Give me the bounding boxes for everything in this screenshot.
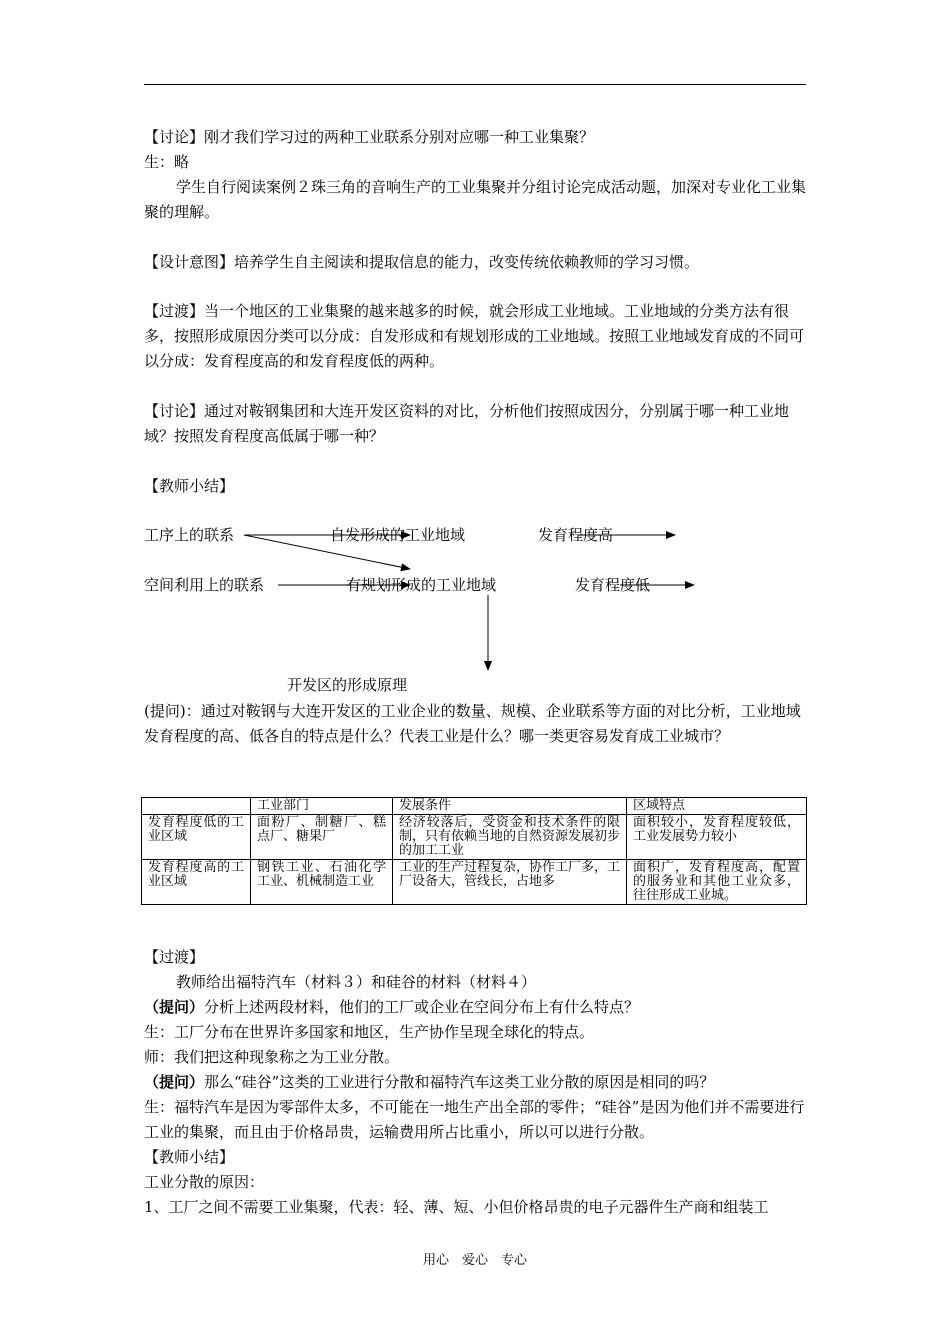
high-development-label: 发育程度高: [538, 526, 614, 544]
case-reading-paragraph: 学生自行阅读案例２珠三角的音响生产的工业集聚并分组讨论完成活动题，加深对专业化工业集聚的理解。: [144, 178, 807, 221]
table-cell: 工业的生产过程复杂，协作工厂多，工厂设备大，管线长，占地多: [393, 860, 627, 905]
teacher-summary-heading-1: 【教师小结】: [144, 477, 235, 495]
question-paragraph-1: (提问)：通过对鞍钢与大连开发区的工业企业的数量、规模、企业联系等方面的对比分析，工业地域发育程度的高、低各自的特点是什么？代表工业是什么？哪一类更容易发育成工业城市？: [144, 702, 801, 745]
table-header-cell: 区域特点: [627, 798, 807, 815]
process-link-label: 工序上的联系: [144, 526, 235, 544]
table-cell: 经济较落后，受资金和技术条件的限制，只有依赖当地的自然资源发展初步的加工工业: [393, 815, 627, 860]
table-row: [142, 815, 807, 860]
spontaneous-region-label: 自发形成的工业地域: [330, 526, 466, 544]
table-cell: 钢铁工业、石油化学工业、机械制造工业: [251, 860, 393, 905]
student-answer-3: 生：福特汽车是因为零部件太多，不可能在一地生产出全部的零件；“硅谷”是因为他们并不需要进行工业的集聚，而且由于价格昂贵，运输费用所占比重小，所以可以进行分散。: [144, 1098, 805, 1141]
table-cell: 面积较小，发育程度较低，工业发展势力较小: [627, 815, 807, 860]
teacher-materials-line: 教师给出福特汽车（材料３）和硅谷的材料（材料４）: [176, 973, 537, 991]
table-header-row: [142, 798, 807, 815]
question-label: （提问）: [144, 998, 205, 1016]
table-cell: 发育程度高的工业区域: [142, 860, 251, 905]
discussion-question-2: 【讨论】通过对鞍钢集团和大连开发区资料的对比，分析他们按照成因分，分别属于哪一种工业地域？按照发育程度高低属于哪一种？: [144, 402, 790, 445]
design-intent-paragraph: 【设计意图】培养学生自主阅读和提取信息的能力，改变传统依赖教师的学习习惯。: [144, 253, 700, 271]
comparison-table: [141, 797, 807, 905]
table-cell: 发育程度低的工业区域: [142, 815, 251, 860]
dispersion-reason-1: 1、工厂之间不需要工业集聚，代表：轻、薄、短、小但价格昂贵的电子元器件生产商和组装工: [144, 1198, 769, 1216]
low-development-label: 发育程度低: [575, 576, 651, 594]
table-row: [142, 860, 807, 905]
planned-region-label: 有规划形成的工业地域: [346, 576, 497, 594]
teacher-summary-heading-2: 【教师小结】: [144, 1148, 235, 1166]
student-answer-1: 生：略: [144, 153, 190, 171]
dispersion-reasons-title: 工业分散的原因：: [144, 1173, 265, 1191]
table-cell: 面粉厂、制糖厂、糕点厂、糖果厂: [251, 815, 393, 860]
table-cell: 面积广，发育程度高，配置的服务业和其他工业众多，往往形成工业城。: [627, 860, 807, 905]
discussion-question-1: 【讨论】刚才我们学习过的两种工业联系分别对应哪一种工业集聚？: [144, 128, 595, 146]
arrow-process-to-planned: [244, 535, 410, 569]
table-header-cell: [142, 798, 251, 815]
table-header-cell: 工业部门: [251, 798, 393, 815]
transition-paragraph-1: 【过渡】当一个地区的工业集聚的越来越多的时候，就会形成工业地域。工业地域的分类方法有很多，按照形成原因分类可以分成：自发形成和有规划形成的工业地域。按照工业地域发育成的不同可以分成：发育程度高的和发育程度低的两种。: [144, 302, 805, 370]
teacher-statement-2: 师：我们把这种现象称之为工业分散。: [144, 1048, 400, 1066]
question-text: 分析上述两段材料，他们的工厂或企业在空间分布上有什么特点？: [204, 998, 640, 1016]
question-text: 那么“硅谷”这类的工业进行分散和福特汽车这类工业分散的原因是相同的吗？: [204, 1073, 715, 1091]
page-footer: 用心 爱心 专心: [422, 1253, 527, 1268]
student-answer-2: 生：工厂分布在世界许多国家和地区，生产协作呈现全球化的特点。: [144, 1023, 595, 1041]
transition-heading-2: 【过渡】: [144, 948, 205, 966]
spatial-link-label: 空间利用上的联系: [144, 576, 265, 594]
table-header-cell: 发展条件: [393, 798, 627, 815]
question-paragraph-2: [144, 995, 808, 1020]
question-label: （提问）: [144, 1073, 205, 1091]
development-zone-label: 开发区的形成原理: [287, 676, 408, 694]
question-paragraph-3: [144, 1070, 808, 1095]
